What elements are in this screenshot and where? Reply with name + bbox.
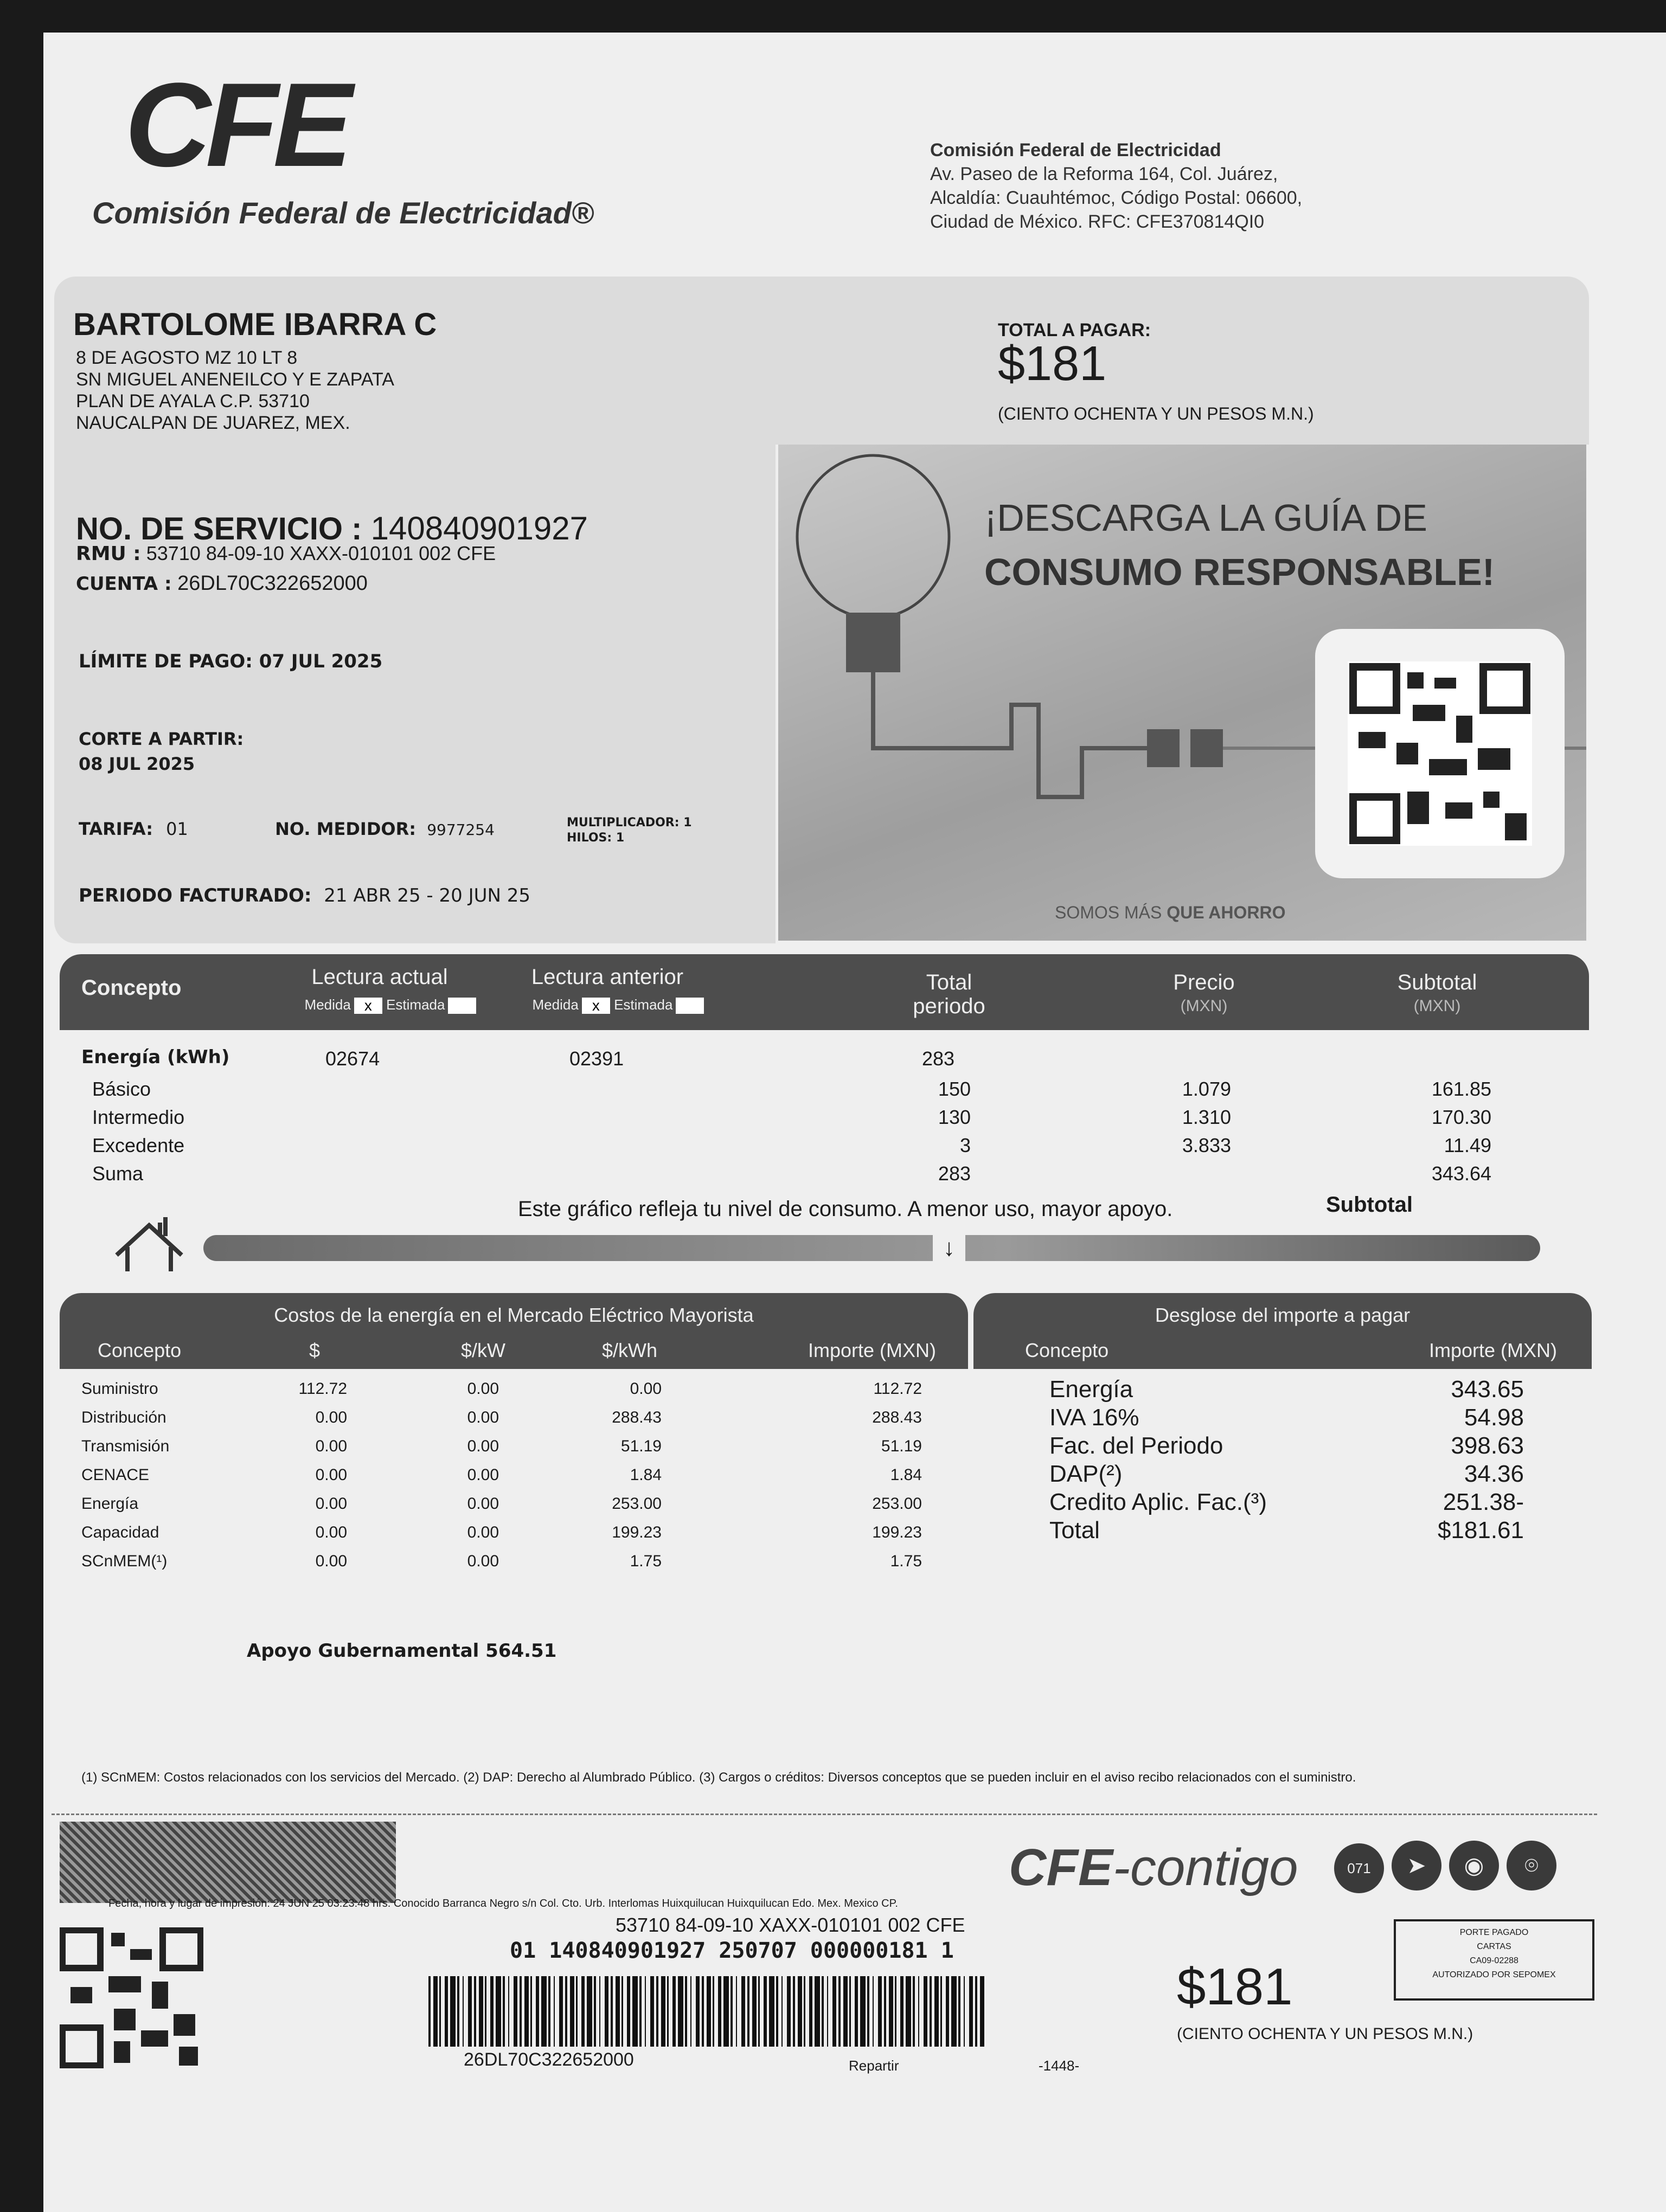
mercado-cell: 0.00 — [467, 1552, 499, 1570]
barcode-bar — [707, 1976, 711, 2047]
barcode-bar — [781, 1976, 783, 2047]
house-icon — [111, 1212, 193, 1277]
row-excedente-concepto: Excedente — [92, 1134, 185, 1156]
barcode-bar — [752, 1976, 757, 2047]
mercado-cell: 199.23 — [612, 1523, 662, 1541]
mercado-cell: 0.00 — [467, 1437, 499, 1455]
barcode-bar — [940, 1976, 942, 2047]
rmu-label: RMU : — [76, 543, 141, 565]
desglose-cell: Energía — [1049, 1376, 1133, 1403]
mercado-cell: Energía — [81, 1495, 139, 1513]
lectura-actual-flags — [282, 996, 499, 1014]
barcode-bar — [639, 1976, 642, 2047]
row-intermedio-concepto: Intermedio — [92, 1106, 185, 1128]
mercado-col-pesos: $ — [309, 1339, 321, 1361]
mercado-title: Costos de la energía en el Mercado Eléctrico Mayorista — [274, 1304, 754, 1326]
barcode-bar — [764, 1976, 767, 2047]
row-suma-concepto: Suma — [92, 1162, 144, 1185]
total-label: TOTAL A PAGAR: — [998, 320, 1151, 340]
barcode-bar — [468, 1976, 472, 2047]
barcode-bar — [747, 1976, 749, 2047]
desglose-cell: 343.65 — [1451, 1376, 1524, 1403]
limite-pago: LÍMITE DE PAGO: 07 JUL 2025 — [79, 651, 383, 672]
row-basico-concepto: Básico — [92, 1078, 151, 1100]
barcode-bar — [741, 1976, 745, 2047]
subtotal-label: Subtotal — [1397, 970, 1477, 994]
barcode-bar — [809, 1976, 812, 2047]
repartir-label: Repartir — [849, 2057, 899, 2074]
mercado-cell: 1.84 — [630, 1466, 662, 1484]
col-subtotal — [1372, 970, 1502, 1018]
barcode-bar — [496, 1976, 501, 2047]
periodo-facturado — [79, 885, 530, 906]
barcode-bar — [918, 1976, 919, 2047]
cfe-logo-subtitle: Comisión Federal de Electricidad® — [92, 196, 594, 230]
mercado-cell: 1.75 — [890, 1552, 922, 1570]
banner-line-2: CONSUMO RESPONSABLE! — [984, 551, 1495, 593]
barcode-bar — [576, 1976, 578, 2047]
barcode-bar — [930, 1976, 932, 2047]
row-excedente-subtotal: 11.49 — [1444, 1134, 1491, 1156]
customer-address-2: SN MIGUEL ANENEILCO Y E ZAPATA — [76, 369, 394, 390]
barcode-bar — [731, 1976, 733, 2047]
barcode-bar — [702, 1976, 704, 2047]
banner-footer-b: QUE AHORRO — [1167, 903, 1286, 922]
payment-barcode — [428, 1976, 987, 2057]
mercado-cell: 0.00 — [467, 1523, 499, 1541]
barcode-bar — [661, 1976, 665, 2047]
mercado-col-concepto: Concepto — [98, 1339, 182, 1361]
tear-line — [52, 1814, 1597, 1815]
barcode-bar — [867, 1976, 869, 2047]
customer-address-1: 8 DE AGOSTO MZ 10 LT 8 — [76, 348, 298, 368]
barcode-bar — [723, 1976, 729, 2047]
barcode-bar — [855, 1976, 858, 2047]
lectura-anterior-flags — [510, 996, 727, 1014]
porte-line-1: PORTE PAGADO — [1459, 1928, 1529, 1937]
barcode-bar — [479, 1976, 483, 2047]
route-code: -1448- — [1039, 2057, 1080, 2074]
medida-checkbox: x — [354, 998, 382, 1014]
row-intermedio-precio: 1.310 — [1182, 1106, 1231, 1128]
company-address-2: Alcaldía: Cuauhtémoc, Código Postal: 06600, — [930, 188, 1303, 208]
mercado-cell: 0.00 — [315, 1495, 347, 1513]
barcode-bar — [906, 1976, 911, 2047]
medidor-label: NO. MEDIDOR: — [275, 819, 416, 839]
precio-label: Precio — [1173, 970, 1235, 994]
company-name: Comisión Federal de Electricidad — [930, 140, 1221, 160]
barcode-bar — [433, 1976, 438, 2047]
col-concepto: Concepto — [81, 976, 182, 1000]
desglose-title: Desglose del importe a pagar — [1155, 1304, 1411, 1326]
mercado-cell: 1.75 — [630, 1552, 662, 1570]
barcode-bar — [645, 1976, 646, 2047]
barcode-bar — [913, 1976, 915, 2047]
barcode-bar — [508, 1976, 509, 2047]
medidor-value: 9977254 — [427, 821, 495, 839]
barcode-bar — [815, 1976, 820, 2047]
row-basico-subtotal: 161.85 — [1431, 1078, 1491, 1100]
barcode-bar — [656, 1976, 658, 2047]
mercado-table-header — [60, 1293, 968, 1369]
total-value: $181 — [998, 337, 1107, 391]
cfe-logo — [125, 58, 385, 195]
lectura-actual-value: 02674 — [325, 1047, 380, 1070]
mercado-cell: Capacidad — [81, 1523, 159, 1541]
medida-label: Medida — [304, 996, 351, 1013]
barcode-bar — [951, 1976, 957, 2047]
multiplicador: MULTIPLICADOR: 1 — [567, 816, 692, 829]
rmu-value: 53710 84-09-10 XAXX-010101 002 CFE — [146, 542, 496, 564]
barcode-bar — [559, 1976, 563, 2047]
barcode-bar — [736, 1976, 737, 2047]
barcode-bar — [524, 1976, 529, 2047]
mercado-cell: 112.72 — [873, 1380, 922, 1398]
redacted-block — [60, 1822, 396, 1903]
barcode-bar — [616, 1976, 620, 2047]
mercado-col-importe: Importe (MXN) — [808, 1339, 937, 1361]
total-words: (CIENTO OCHENTA Y UN PESOS M.N.) — [998, 404, 1314, 423]
service-number — [76, 510, 588, 547]
barcode-bar — [611, 1976, 613, 2047]
mercado-cell: 0.00 — [315, 1552, 347, 1570]
col-lectura-actual: Lectura actual — [311, 965, 448, 989]
barcode-bar — [428, 1976, 431, 2047]
mercado-cell: CENACE — [81, 1466, 150, 1484]
barcode-bar — [964, 1976, 965, 2047]
mercado-cell: 51.19 — [881, 1437, 922, 1455]
barcode-bar — [485, 1976, 486, 2047]
mercado-cell: Distribución — [81, 1409, 166, 1426]
desglose-cell: 54.98 — [1464, 1404, 1524, 1431]
barcode-bar — [445, 1976, 448, 2047]
down-arrow-icon: ↓ — [943, 1234, 955, 1261]
customer-address — [76, 347, 394, 434]
mercado-cell: 253.00 — [612, 1495, 662, 1513]
cfe-contigo-logo — [1009, 1838, 1298, 1898]
hilos: HILOS: 1 — [567, 831, 625, 845]
barcode-bar — [798, 1976, 802, 2047]
barcode-bar — [450, 1976, 456, 2047]
barcode-bar — [474, 1976, 476, 2047]
desglose-cell: Total — [1049, 1517, 1100, 1544]
barcode-bar — [843, 1976, 848, 2047]
barcode-bar — [975, 1976, 977, 2047]
barcode-bar — [541, 1976, 547, 2047]
mercado-cell: Transmisión — [81, 1437, 170, 1455]
barcode-text: 26DL70C322652000 — [464, 2049, 634, 2070]
cuenta-label: CUENTA : — [76, 573, 172, 595]
barcode-bar — [632, 1976, 638, 2047]
barcode-bar — [685, 1976, 687, 2047]
barcode-bar — [690, 1976, 691, 2047]
porte-line-3: CA09-02288 — [1470, 1956, 1518, 1965]
mercado-cell: 0.00 — [315, 1437, 347, 1455]
desglose-cell: IVA 16% — [1049, 1404, 1139, 1431]
barcode-bar — [514, 1976, 517, 2047]
precio-unit: (MXN) — [1180, 997, 1228, 1015]
total-periodo-2: periodo — [913, 994, 985, 1018]
barcode-bar — [678, 1976, 683, 2047]
barcode-bar — [490, 1976, 494, 2047]
rmu-line — [76, 542, 496, 565]
barcode-bar — [878, 1976, 882, 2047]
desglose-col-concepto: Concepto — [1025, 1339, 1109, 1361]
periodo-value: 21 ABR 25 - 20 JUN 25 — [324, 885, 530, 906]
consumption-level-bar — [203, 1235, 1540, 1261]
cuenta-value: 26DL70C322652000 — [177, 572, 368, 595]
medida-checkbox-2: x — [582, 998, 610, 1014]
tarifa-label: TARIFA: — [79, 819, 153, 839]
corte-label: CORTE A PARTIR: — [79, 729, 244, 749]
banner-footer — [1055, 903, 1286, 923]
row-intermedio-subtotal: 170.30 — [1431, 1106, 1491, 1128]
desglose-cell: DAP(²) — [1049, 1461, 1123, 1487]
row-excedente-total: 3 — [959, 1134, 971, 1156]
desglose-cell: 398.63 — [1451, 1432, 1524, 1459]
barcode-bar — [439, 1976, 441, 2047]
barcode-bar — [672, 1976, 676, 2047]
medida-label-2: Medida — [532, 996, 579, 1013]
barcode-bar — [520, 1976, 522, 2047]
row-suma-total: 283 — [938, 1162, 971, 1185]
mercado-col-kwh: $/kWh — [602, 1339, 658, 1361]
corte-date: 08 JUL 2025 — [79, 754, 195, 774]
desglose-cell: Credito Aplic. Fac.(³) — [1049, 1489, 1267, 1515]
energia-total: 283 — [922, 1047, 955, 1070]
stub-reference-line: 01 140840901927 250707 000000181 1 — [510, 1938, 954, 1963]
barcode-bar — [804, 1976, 805, 2047]
tarifa-row — [79, 816, 692, 845]
desglose-cell: 34.36 — [1464, 1461, 1524, 1487]
barcode-bar — [650, 1976, 654, 2047]
mercado-cell: 0.00 — [467, 1466, 499, 1484]
lectura-anterior-value: 02391 — [569, 1047, 624, 1070]
desglose-cell: 251.38- — [1443, 1489, 1524, 1515]
barcode-bar — [884, 1976, 886, 2047]
row-suma-subtotal: 343.64 — [1431, 1162, 1491, 1185]
desglose-cell: Fac. del Periodo — [1049, 1432, 1223, 1459]
mercado-cell: 0.00 — [467, 1409, 499, 1426]
company-address-1: Av. Paseo de la Reforma 164, Col. Juárez, — [930, 164, 1278, 184]
graph-subtotal-label: Subtotal — [1326, 1193, 1413, 1217]
barcode-bar — [536, 1976, 539, 2047]
barcode-bar — [873, 1976, 874, 2047]
mercado-cell: 0.00 — [315, 1466, 347, 1484]
barcode-bar — [969, 1976, 973, 2047]
service-value: 140840901927 — [370, 510, 588, 546]
porte-line-4: AUTORIZADO POR SEPOMEX — [1432, 1970, 1556, 1979]
mercado-cell: 0.00 — [315, 1523, 347, 1541]
barcode-bar — [889, 1976, 893, 2047]
periodo-label: PERIODO FACTURADO: — [79, 885, 312, 906]
mercado-cell: 0.00 — [467, 1495, 499, 1513]
barcode-bar — [605, 1976, 608, 2047]
porte-line-2: CARTAS — [1477, 1942, 1511, 1951]
mercado-col-kw: $/kW — [461, 1339, 506, 1361]
porte-pagado-box — [1394, 1919, 1594, 2001]
contigo-text: -contigo — [1113, 1838, 1298, 1896]
row-excedente-precio: 3.833 — [1182, 1134, 1231, 1156]
barcode-bar — [718, 1976, 721, 2047]
barcode-bar — [769, 1976, 774, 2047]
estimada-checkbox — [448, 998, 476, 1014]
mercado-cell: 199.23 — [872, 1523, 922, 1541]
barcode-bar — [530, 1976, 532, 2047]
barcode-bar — [787, 1976, 791, 2047]
barcode-bar — [457, 1976, 459, 2047]
barcode-bar — [827, 1976, 828, 2047]
corte-info — [79, 726, 244, 776]
col-lectura-anterior: Lectura anterior — [531, 965, 684, 989]
barcode-bar — [924, 1976, 927, 2047]
row-basico-total: 150 — [938, 1078, 971, 1100]
barcode-bar — [776, 1976, 778, 2047]
barcode-bar — [594, 1976, 596, 2047]
barcode-bar — [758, 1976, 760, 2047]
barcode-bar — [621, 1976, 623, 2047]
barcode-bar — [838, 1976, 841, 2047]
customer-address-3: PLAN DE AYALA C.P. 53710 — [76, 391, 310, 411]
barcode-bar — [696, 1976, 700, 2047]
barcode-bar — [627, 1976, 630, 2047]
barcode-bar — [946, 1976, 949, 2047]
stub-total-words: (CIENTO OCHENTA Y UN PESOS M.N.) — [1177, 2025, 1473, 2043]
barcode-bar — [554, 1976, 555, 2047]
customer-address-4: NAUCALPAN DE JUAREZ, MEX. — [76, 413, 350, 433]
row-basico-precio: 1.079 — [1182, 1078, 1231, 1100]
estimada-checkbox-2 — [676, 998, 704, 1014]
barcode-bar — [463, 1976, 464, 2047]
barcode-bar — [667, 1976, 669, 2047]
mercado-cell: 253.00 — [872, 1495, 922, 1513]
customer-name: BARTOLOME IBARRA C — [73, 307, 437, 342]
cfe-logo-text: CFE — [125, 58, 347, 191]
stub-qr-code — [60, 1927, 203, 2068]
graph-caption: Este gráfico refleja tu nivel de consumo. A menor uso, mayor apoyo. — [518, 1197, 1173, 1221]
barcode-bar — [565, 1976, 567, 2047]
phone-071-icon[interactable]: 071 — [1334, 1843, 1384, 1893]
barcode-bar — [713, 1976, 714, 2047]
print-info: Fecha, hora y lugar de impresión: 24 JUN 25 03:23:48 hrs. Conocido Barranca Negro s/n Col. Cto. Urb. Interlomas Huixquilucan Huixquilucan Edo. Mex. Mexico CP. — [108, 1898, 898, 1909]
barcode-bar — [934, 1976, 939, 2047]
mercado-cell: 0.00 — [467, 1380, 499, 1398]
estimada-label-2: Estimada — [614, 996, 673, 1013]
company-address-3: Ciudad de México. RFC: CFE370814QI0 — [930, 211, 1265, 232]
mercado-cell: 112.72 — [298, 1380, 347, 1398]
subtotal-unit: (MXN) — [1413, 997, 1461, 1015]
app-icon[interactable]: ◉ — [1449, 1841, 1499, 1891]
barcode-bar — [570, 1976, 574, 2047]
mercado-cell: 288.43 — [872, 1409, 922, 1426]
barcode-bar — [980, 1976, 984, 2047]
location-icon[interactable]: ⌾ — [1507, 1841, 1556, 1891]
energia-label: Energía (kWh) — [81, 1046, 230, 1068]
barcode-bar — [548, 1976, 550, 2047]
stub-total: $181 — [1177, 1958, 1293, 2016]
footnote: (1) SCnMEM: Costos relacionados con los servicios del Mercado. (2) DAP: Derecho al Alumbrado Público. (3) Cargos o créditos: Diversos conceptos que se pueden incluir en el aviso recibo relacionados con el suministro. — [81, 1770, 1356, 1785]
col-total-periodo — [895, 970, 1003, 1018]
contact-icons — [1334, 1841, 1564, 1893]
banner-qr-code[interactable] — [1315, 629, 1565, 878]
apoyo-gubernamental: Apoyo Gubernamental 564.51 — [247, 1640, 557, 1662]
banner-footer-a: SOMOS MÁS — [1055, 903, 1162, 922]
mercado-cell: 1.84 — [890, 1466, 922, 1484]
mercado-cell: SCnMEM(¹) — [81, 1552, 168, 1570]
desglose-col-importe: Importe (MXN) — [1429, 1339, 1558, 1361]
tarifa-value: 01 — [166, 819, 188, 839]
barcode-bar — [849, 1976, 851, 2047]
service-label: NO. DE SERVICIO : — [76, 511, 362, 546]
barcode-bar — [581, 1976, 585, 2047]
banner-line-1: ¡DESCARGA LA GUÍA DE — [984, 497, 1427, 539]
stub-rmu-line: 53710 84-09-10 XAXX-010101 002 CFE — [616, 1914, 965, 1936]
barcode-bar — [895, 1976, 896, 2047]
barcode-bar — [599, 1976, 600, 2047]
company-info — [930, 138, 1302, 234]
barcode-bar — [587, 1976, 592, 2047]
mercado-cell: 51.19 — [620, 1437, 662, 1455]
barcode-bar — [900, 1976, 904, 2047]
desglose-cell: $181.61 — [1437, 1517, 1524, 1544]
mercado-cell: 288.43 — [612, 1409, 662, 1426]
barcode-bar — [503, 1976, 505, 2047]
telegram-icon[interactable]: ➤ — [1392, 1841, 1441, 1891]
cuenta-line — [76, 572, 368, 595]
barcode-bar — [822, 1976, 824, 2047]
col-precio — [1150, 970, 1258, 1018]
estimada-label: Estimada — [386, 996, 445, 1013]
total-periodo-1: Total — [926, 970, 972, 994]
row-intermedio-total: 130 — [938, 1106, 971, 1128]
desglose-table-header — [973, 1293, 1592, 1369]
consumption-marker — [933, 1231, 965, 1265]
barcode-bar — [793, 1976, 795, 2047]
barcode-bar — [958, 1976, 960, 2047]
barcode-bar — [832, 1976, 836, 2047]
mercado-cell: 0.00 — [630, 1380, 662, 1398]
contigo-cfe: CFE — [1009, 1838, 1113, 1896]
mercado-cell: Suministro — [81, 1380, 158, 1398]
barcode-bar — [860, 1976, 866, 2047]
mercado-cell: 0.00 — [315, 1409, 347, 1426]
consumo-table-header — [60, 954, 1589, 1030]
